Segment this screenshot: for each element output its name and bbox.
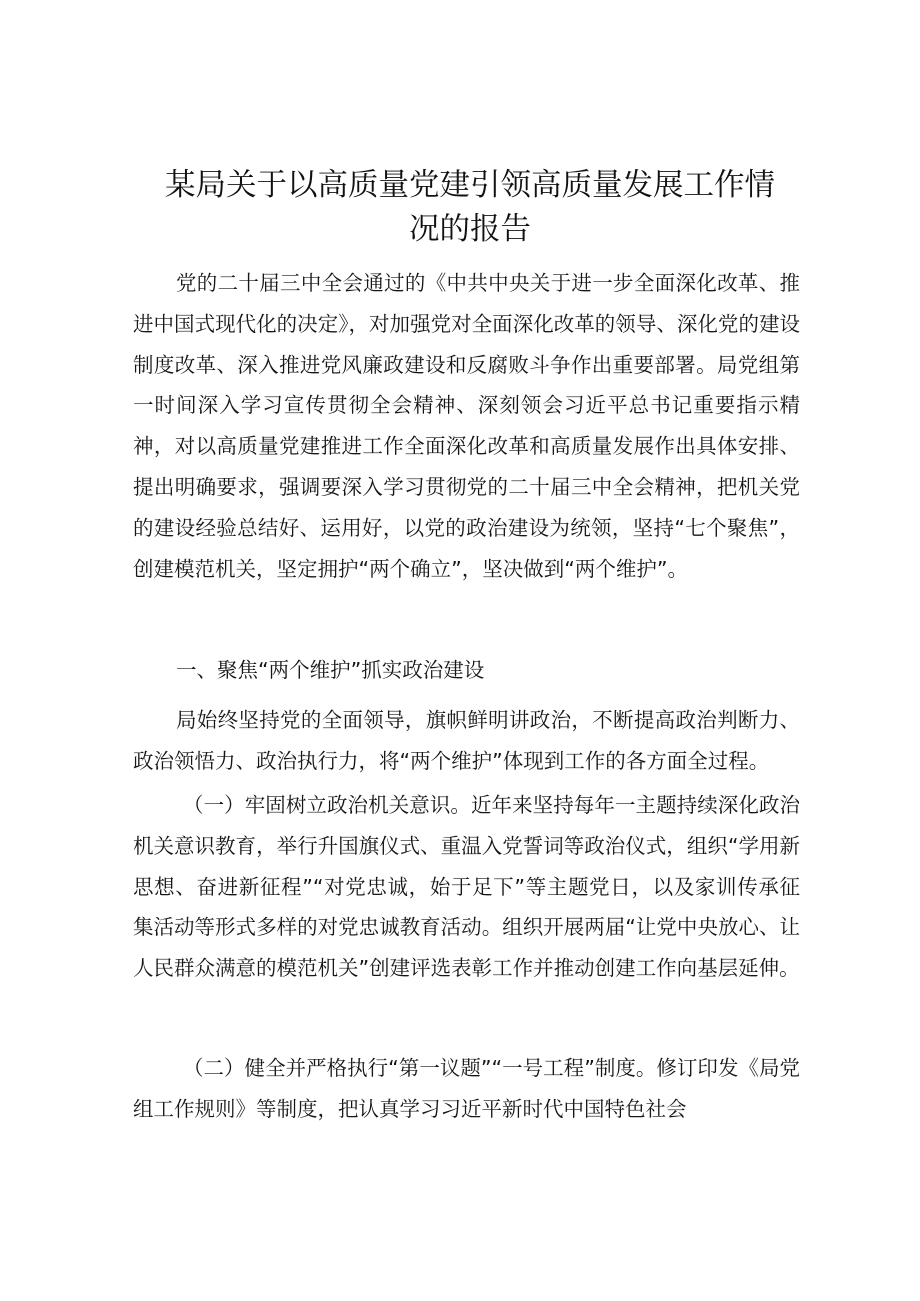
subsection-1-paragraph: （一）牢固树立政治机关意识。近年来坚持每年一主题持续深化政治机关意识教育，举行升国旗仪式、重温入党誓词等政治仪式，组织“学用新思想、奋进新征程”“对党忠诚，始于足下”等主题党日，以及家训传承征集活动等形式多样的对党忠诚教育活动。组织开展两届“让党中央放心、让人民群众满意的模范机关”创建评选表彰工作并推动创建工作向基层延伸。	[133, 793, 800, 981]
document-title: 某局关于以高质量党建引领高质量发展工作情况的报告	[165, 168, 775, 247]
section-heading-1: 一、聚焦“两个维护”抓实政治建设	[176, 658, 485, 682]
subsection-2-paragraph: （二）健全并严格执行“第一议题”“一号工程”制度。修订印发《局党组工作规则》等制度，把认真学习习近平新时代中国特色社会	[133, 1056, 800, 1121]
intro-paragraph: 党的二十届三中全会通过的《中共中央关于进一步全面深化改革、推进中国式现代化的决定》，对加强党对全面深化改革的领导、深化党的建设制度改革、深入推进党风廉政建设和反腐败斗争作出重要部署。局党组第一时间深入学习宣传贯彻全会精神、深刻领会习近平总书记重要指示精神，对以高质量党建推进工作全面深化改革和高质量发展作出具体安排、提出明确要求，强调要深入学习贯彻党的二十届三中全会精神，把机关党的建设经验总结好、运用好，以党的政治建设为统领，坚持“七个聚焦”，创建模范机关，坚定拥护“两个确立”，坚决做到“两个维护”。	[133, 271, 800, 581]
section-1-intro-paragraph: 局始终坚持党的全面领导，旗帜鲜明讲政治，不断提高政治判断力、政治领悟力、政治执行力，将“两个维护”体现到工作的各方面全过程。	[133, 708, 800, 773]
